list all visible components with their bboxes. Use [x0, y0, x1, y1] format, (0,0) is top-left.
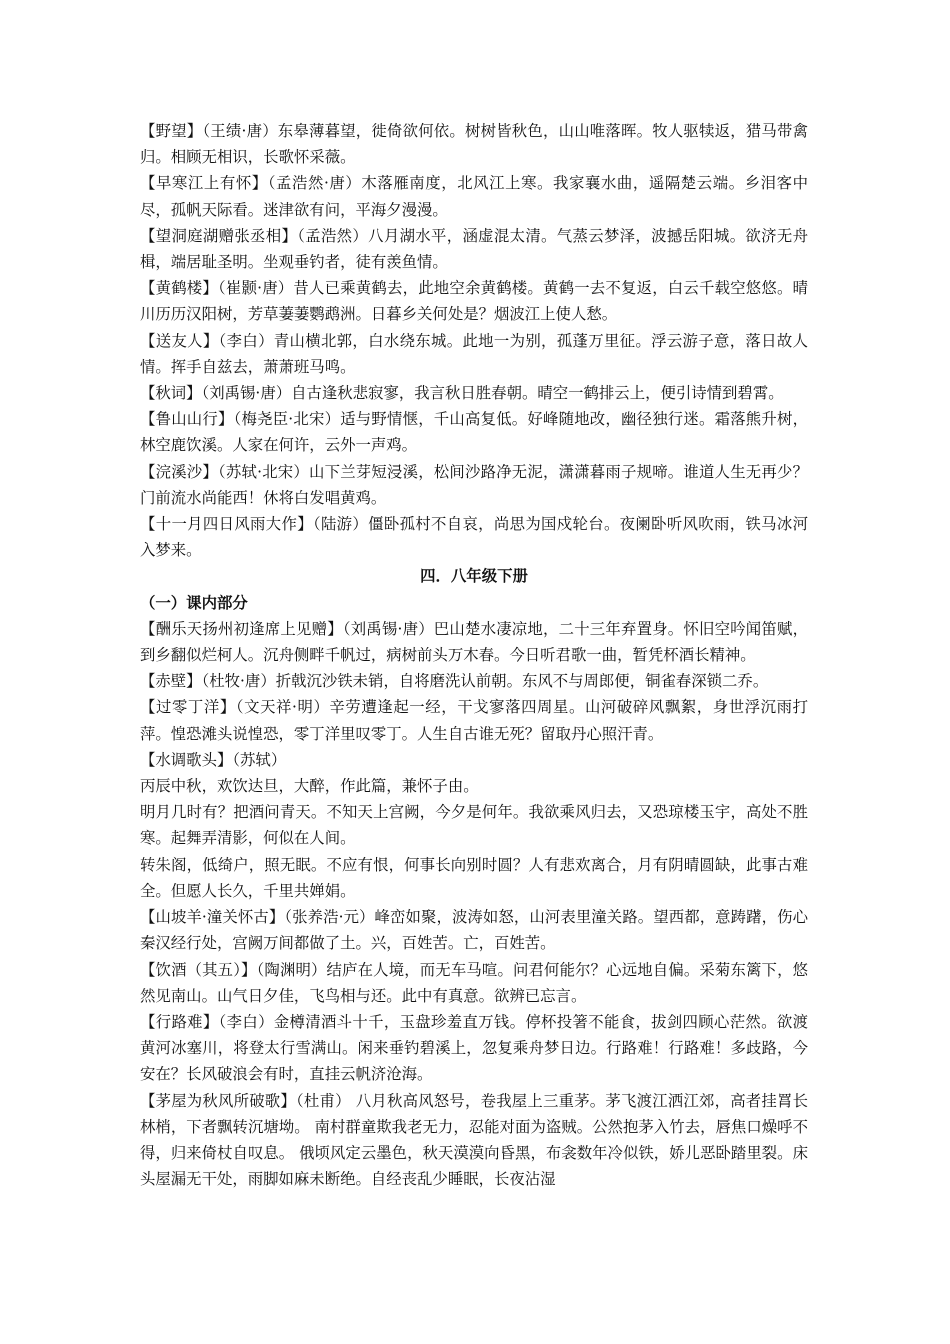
document-page — [140, 118, 808, 1192]
section-heading: 四．八年级下册 — [420, 567, 528, 586]
poem-paragraph: 【野望】（王绩·唐）东皋薄暮望，徙倚欲何依。树树皆秋色，山山唯落晖。牧人驱犊返，猎马带禽归。相顾无相识，长歌怀采薇。 — [140, 122, 808, 167]
poem-paragraph: 【送友人】（李白）青山横北郭，白水绕东城。此地一为别，孤蓬万里征。浮云游子意，落日故人情。挥手自兹去，萧萧班马鸣。 — [140, 331, 808, 376]
poem-paragraph: 【浣溪沙】（苏轼·北宋）山下兰芽短浸溪，松间沙路净无泥，潇潇暮雨子规啼。谁道人生无再少？门前流水尚能西！休将白发唱黄鸡。 — [140, 462, 808, 507]
poem-paragraph: 【山坡羊·潼关怀古】（张养浩·元）峰峦如聚，波涛如怒，山河表里潼关路。望西都，意踌躇，伤心秦汉经行处，宫阙万间都做了土。兴，百姓苦。亡，百姓苦。 — [140, 908, 808, 953]
poem-paragraph: 【饮酒（其五）】（陶渊明）结庐在人境，而无车马喧。问君何能尔？心远地自偏。采菊东篱下，悠然见南山。山气日夕佳，飞鸟相与还。此中有真意。欲辨已忘言。 — [140, 960, 808, 1005]
poem-paragraph: 明月几时有？把酒问青天。不知天上宫阙，今夕是何年。我欲乘风归去，又恐琼楼玉宇，高处不胜寒。起舞弄清影，何似在人间。 — [140, 803, 808, 848]
poem-preface: 丙辰中秋，欢饮达旦，大醉，作此篇，兼怀子由。 — [140, 777, 479, 796]
poem-paragraph: 【秋词】（刘禹锡·唐）自古逢秋悲寂寥，我言秋日胜春朝。晴空一鹤排云上，便引诗情到碧霄。 — [140, 384, 784, 403]
poem-paragraph: 【早寒江上有怀】（孟浩然·唐）木落雁南度，北风江上寒。我家襄水曲，遥隔楚云端。乡泪客中尽，孤帆天际看。迷津欲有问，平海夕漫漫。 — [140, 174, 808, 219]
poem-paragraph: 【行路难】（李白）金樽清酒斗十千，玉盘珍羞直万钱。停杯投箸不能食，拔剑四顾心茫然。欲渡黄河冰塞川，将登太行雪满山。闲来垂钓碧溪上，忽复乘舟梦日边。行路难！行路难！多歧路，今安在？长风破浪会有时，直挂云帆济沧海。 — [140, 1012, 808, 1084]
poem-paragraph: 【过零丁洋】（文天祥·明）辛劳遭逢起一经，干戈寥落四周星。山河破碎风飘絮，身世浮沉雨打萍。惶恐滩头说惶恐，零丁洋里叹零丁。人生自古谁无死？留取丹心照汗青。 — [140, 698, 808, 743]
poem-paragraph: 【望洞庭湖赠张丞相】（孟浩然）八月湖水平，涵虚混太清。气蒸云梦泽，波撼岳阳城。欲济无舟楫，端居耻圣明。坐观垂钓者，徒有羡鱼情。 — [140, 226, 808, 272]
poem-paragraph: 【黄鹤楼】（崔颢·唐）昔人已乘黄鹤去，此地空余黄鹤楼。黄鹤一去不复返，白云千载空悠悠。晴川历历汉阳树，芳草萋萋鹦鹉洲。日暮乡关何处是？烟波江上使人愁。 — [140, 279, 808, 324]
poem-paragraph: 【酬乐天扬州初逢席上见赠】（刘禹锡·唐）巴山楚水凄凉地，二十三年弃置身。怀旧空吟闻笛赋，到乡翻似烂柯人。沉舟侧畔千帆过，病树前头万木春。今日听君歌一曲，暂凭杯酒长精神。 — [140, 619, 808, 665]
subsection-heading: （一）课内部分 — [140, 593, 248, 612]
poem-paragraph: 【茅屋为秋风所破歌】（杜甫） 八月秋高风怒号，卷我屋上三重茅。茅飞渡江洒江郊，高者挂罥长林梢，下者飘转沉塘坳。 南村群童欺我老无力，忍能对面为盗贼。公然抱茅入竹去，唇焦口燥呼不得，归来倚杖自叹息。 俄顷风定云墨色，秋天漠漠向昏黑，布衾数年冷似铁，娇儿恶卧踏里裂。床头屋漏无干处，雨脚如麻未断绝。自经丧乱少睡眠，长夜沾湿 — [140, 1091, 808, 1189]
poem-paragraph: 转朱阁，低绮户，照无眠。不应有恨，何事长向别时圆？人有悲欢离合，月有阴晴圆缺，此事古难全。但愿人长久，千里共婵娟。 — [140, 855, 808, 900]
poem-title-line: 【水调歌头】（苏轼） — [140, 750, 287, 769]
poem-paragraph: 【赤壁】（杜牧·唐）折戟沉沙铁未销，自将磨洗认前朝。东风不与周郎便，铜雀春深锁二乔。 — [140, 672, 769, 691]
poem-paragraph: 【十一月四日风雨大作】（陆游）僵卧孤村不自哀，尚思为国戍轮台。夜阑卧听风吹雨，铁马冰河入梦来。 — [140, 515, 808, 560]
poem-paragraph: 【鲁山山行】（梅尧臣·北宋）适与野情惬，千山高复低。好峰随地改，幽径独行迷。霜落熊升树，林空鹿饮溪。人家在何许，云外一声鸡。 — [140, 410, 808, 455]
